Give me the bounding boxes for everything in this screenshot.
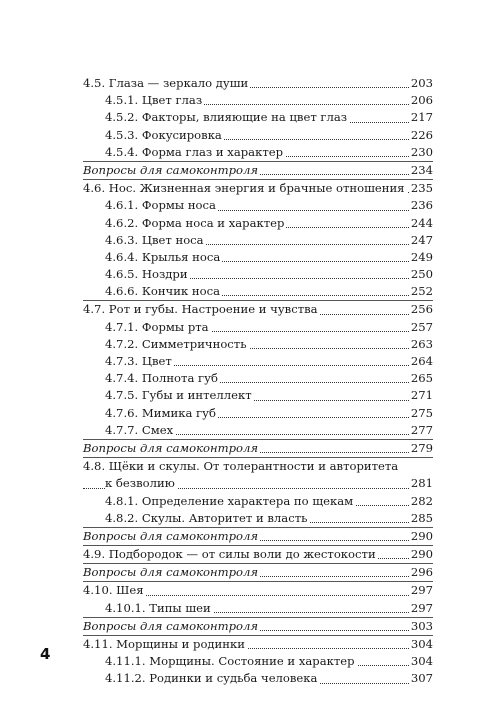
toc-entry-page: 235 <box>409 180 433 197</box>
toc-entry <box>83 475 433 492</box>
toc-entry-page: 279 <box>409 440 433 457</box>
toc-subentry <box>83 387 433 404</box>
toc-entry-page: 234 <box>409 162 433 179</box>
toc-entry <box>83 75 433 92</box>
toc-subentry <box>83 353 433 370</box>
toc-entry-title: 4.6.6. Кончик носа <box>105 283 222 300</box>
toc-entry-title: 4.8. Щёки и скулы. От толерантности и авторитета <box>83 458 400 475</box>
toc-entry-title: 4.7.4. Полнота губ <box>105 370 220 387</box>
toc-entry-title: Вопросы для самоконтроля <box>83 440 260 457</box>
toc-entry-page: 285 <box>409 510 433 527</box>
toc-entry-page: 203 <box>409 75 433 92</box>
toc-entry-page: 236 <box>409 197 433 214</box>
toc-subentry <box>83 336 433 353</box>
toc-entry-title: 4.8.2. Скулы. Авторитет и власть <box>105 510 309 527</box>
toc-entry-title: 4.5.1. Цвет глаз <box>105 92 204 109</box>
toc-entry-title: Вопросы для самоконтроля <box>83 618 260 635</box>
toc-subentry <box>83 249 433 266</box>
toc-entry <box>83 458 433 475</box>
toc-entry-title: 4.7. Рот и губы. Настроение и чувства <box>83 301 320 318</box>
toc-subentry <box>83 405 433 422</box>
toc-entry-page: 230 <box>409 144 433 161</box>
toc-subentry <box>83 493 433 510</box>
toc-subentry <box>83 215 433 232</box>
toc-subentry <box>83 319 433 336</box>
toc-entry-title: 4.7.6. Мимика губ <box>105 405 218 422</box>
toc-entry-self-check <box>83 528 433 546</box>
toc-entry <box>83 546 433 564</box>
toc-subentry <box>83 510 433 528</box>
toc-entry-title: 4.6.3. Цвет носа <box>105 232 206 249</box>
toc-entry-title: 4.7.1. Формы рта <box>105 319 211 336</box>
toc-entry-title: 4.5.3. Фокусировка <box>105 127 224 144</box>
toc-entry-page: 217 <box>409 109 433 126</box>
toc-entry-title: 4.5. Глаза — зеркало души <box>83 75 250 92</box>
toc-subentry <box>83 197 433 214</box>
toc-entry-page: 275 <box>409 405 433 422</box>
toc-subentry <box>83 422 433 440</box>
toc-entry-title: 4.6.4. Крылья носа <box>105 249 222 266</box>
toc-entry-page: 290 <box>409 546 433 563</box>
toc-entry <box>83 582 433 599</box>
toc-entry-page: 271 <box>409 387 433 404</box>
toc-entry-title: 4.7.3. Цвет <box>105 353 174 370</box>
toc-entry-page: 250 <box>409 266 433 283</box>
toc-entry-page: 297 <box>409 600 433 617</box>
toc-entry-title: 4.7.2. Симметричность <box>105 336 249 353</box>
toc-entry-title: Вопросы для самоконтроля <box>83 162 260 179</box>
toc-subentry <box>83 370 433 387</box>
toc-entry-page: 304 <box>409 653 433 670</box>
toc-entry-title: 4.7.7. Смех <box>105 422 175 439</box>
toc-entry <box>83 636 433 653</box>
toc-entry-page: 247 <box>409 232 433 249</box>
toc-subentry <box>83 109 433 126</box>
toc-entry-title: 4.11. Морщины и родинки <box>83 636 247 653</box>
toc-entry-page: 226 <box>409 127 433 144</box>
toc-entry-title: 4.10. Шея <box>83 582 146 599</box>
toc-entry-title: 4.9. Подбородок — от силы воли до жестокости <box>83 546 378 563</box>
toc-entry-self-check <box>83 564 433 582</box>
toc-entry-page: 265 <box>409 370 433 387</box>
toc-entry-page: 206 <box>409 92 433 109</box>
table-of-contents <box>83 75 433 688</box>
toc-subentry <box>83 266 433 283</box>
toc-entry-self-check <box>83 440 433 458</box>
toc-entry-page: 303 <box>409 618 433 635</box>
toc-subentry <box>83 127 433 144</box>
toc-entry-page: 304 <box>409 636 433 653</box>
toc-entry-title: Вопросы для самоконтроля <box>83 564 260 581</box>
toc-entry-page: 263 <box>409 336 433 353</box>
toc-entry-self-check <box>83 618 433 636</box>
toc-entry-page: 296 <box>409 564 433 581</box>
toc-entry-title: 4.8.1. Определение характера по щекам <box>105 493 355 510</box>
toc-entry-title: 4.6.5. Ноздри <box>105 266 190 283</box>
toc-entry-title: 4.5.4. Форма глаз и характер <box>105 144 285 161</box>
toc-subentry <box>83 232 433 249</box>
toc-subentry <box>83 283 433 301</box>
toc-subentry <box>83 670 433 687</box>
toc-entry-page: 290 <box>409 528 433 545</box>
toc-entry-page: 257 <box>409 319 433 336</box>
page-number: 4 <box>40 645 51 663</box>
toc-entry-title: 4.7.5. Губы и интеллект <box>105 387 254 404</box>
toc-entry-title: 4.6. Нос. Жизненная энергия и брачные отношения <box>83 180 407 197</box>
toc-subentry <box>83 92 433 109</box>
toc-entry <box>83 180 433 197</box>
toc-entry-title: к безволию <box>105 475 177 492</box>
toc-subentry <box>83 600 433 618</box>
toc-entry-page: 297 <box>409 582 433 599</box>
toc-entry-page: 281 <box>409 475 433 492</box>
toc-entry-page: 249 <box>409 249 433 266</box>
toc-entry-title: 4.11.1. Морщины. Состояние и характер <box>105 653 357 670</box>
toc-entry-title: 4.6.2. Форма носа и характер <box>105 215 286 232</box>
toc-subentry <box>83 144 433 162</box>
toc-entry-page: 307 <box>409 670 433 687</box>
toc-entry-page: 277 <box>409 422 433 439</box>
toc-entry-page: 282 <box>409 493 433 510</box>
toc-entry-title: 4.5.2. Факторы, влияющие на цвет глаз <box>105 109 349 126</box>
toc-entry-title: 4.10.1. Типы шеи <box>105 600 213 617</box>
toc-entry-self-check <box>83 162 433 180</box>
toc-entry-title: Вопросы для самоконтроля <box>83 528 260 545</box>
toc-entry-page: 252 <box>409 283 433 300</box>
toc-subentry <box>83 653 433 670</box>
toc-entry <box>83 301 433 318</box>
toc-entry-title: 4.6.1. Формы носа <box>105 197 218 214</box>
toc-entry-title: 4.11.2. Родинки и судьба человека <box>105 670 319 687</box>
toc-entry-page: 264 <box>409 353 433 370</box>
toc-entry-page: 256 <box>409 301 433 318</box>
toc-entry-page: 244 <box>409 215 433 232</box>
